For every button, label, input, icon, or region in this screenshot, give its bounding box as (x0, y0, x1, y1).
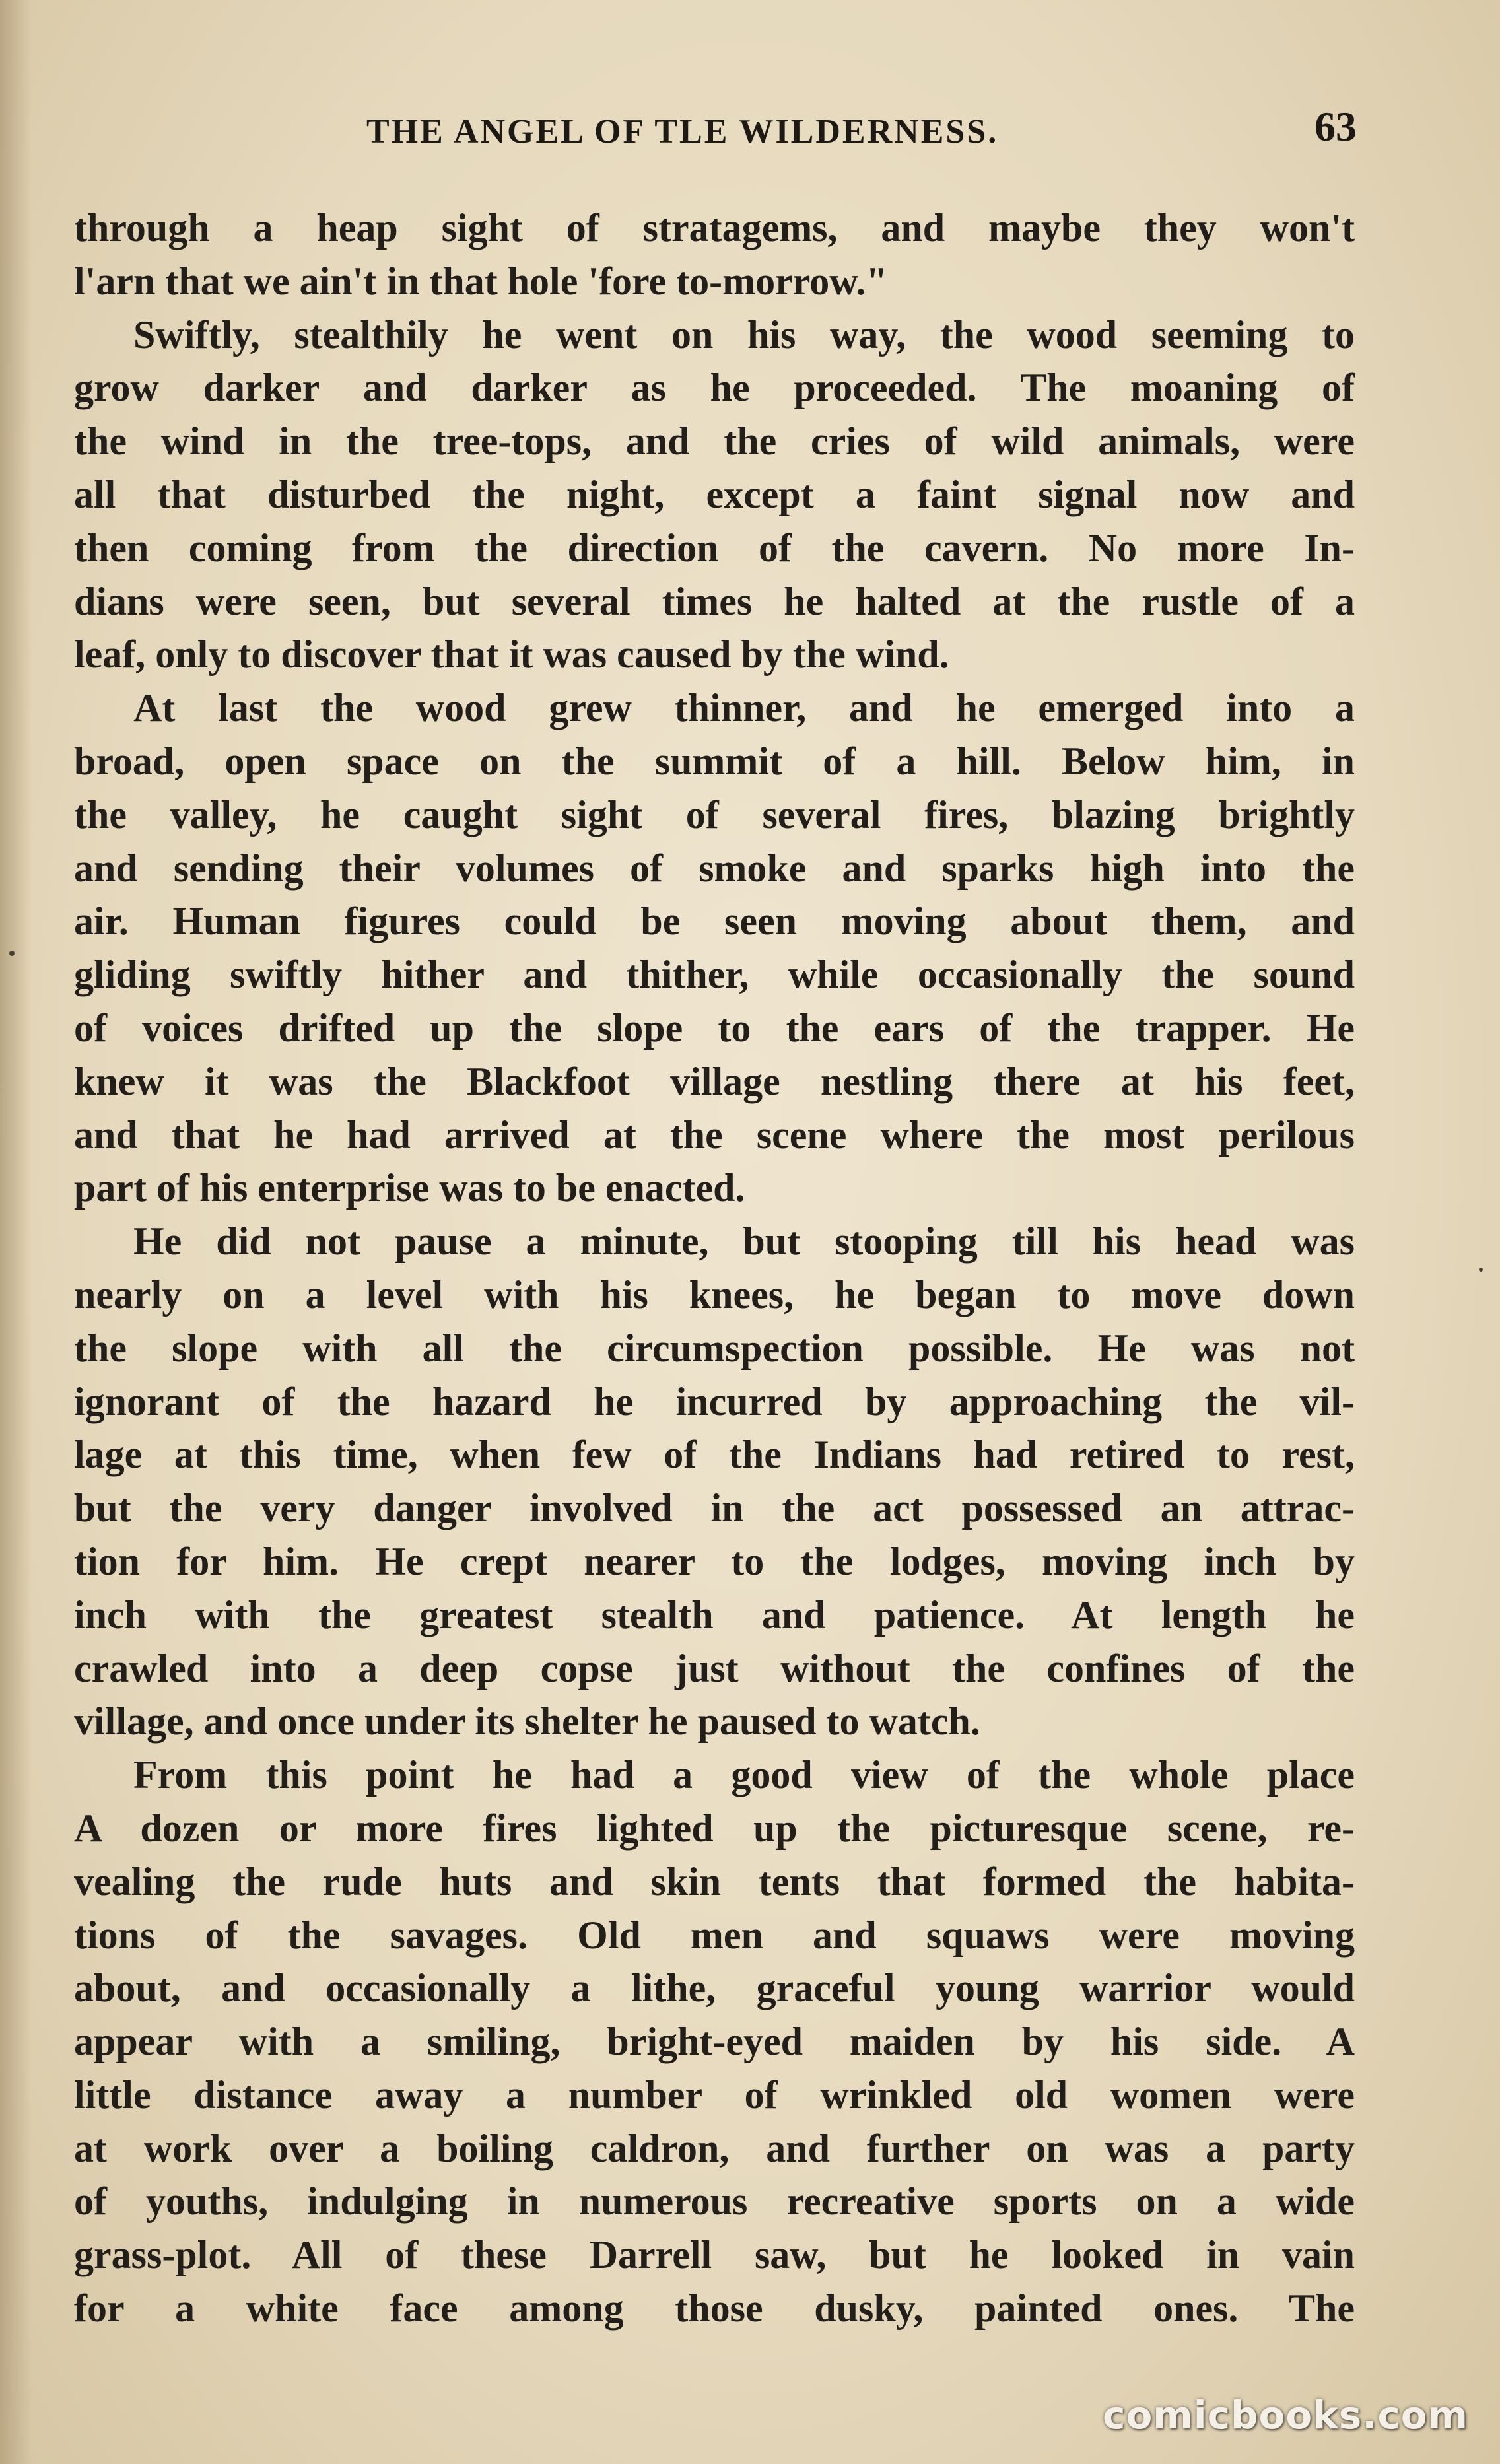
body-text (74, 201, 1355, 2335)
text-line: dians were seen, but several times he halted at the rustle of a (74, 579, 1355, 623)
text-line: all that disturbed the night, except a faint signal now and (74, 472, 1355, 516)
running-head: THE ANGEL OF TLE WILDERNESS. (366, 113, 999, 151)
text-line: ignorant of the hazard he incurred by approaching the vil- (74, 1379, 1355, 1423)
text-line: crawled into a deep copse just without the confines of the (74, 1646, 1355, 1690)
text-line: leaf, only to discover that it was caused by the wind. (74, 633, 949, 677)
watermark-logo: comicbooks.com (1103, 2393, 1468, 2438)
ink-speck (9, 951, 15, 956)
text-line: the slope with all the circumspection possible. He was not (74, 1326, 1355, 1370)
text-line: air. Human figures could be seen moving about them, and (74, 899, 1355, 943)
text-line: of voices drifted up the slope to the ears of the trapper. He (74, 1006, 1355, 1050)
text-line: through a heap sight of stratagems, and maybe they won't (74, 206, 1355, 250)
text-line: part of his enterprise was to be enacted. (74, 1166, 745, 1210)
text-line: nearly on a level with his knees, he began to move down (74, 1272, 1355, 1317)
text-line: inch with the greatest stealth and patience. At length he (74, 1592, 1355, 1637)
text-line: gliding swiftly hither and thither, while occasionally the sound (74, 953, 1355, 997)
text-line: At last the wood grew thinner, and he emerged into a (133, 686, 1355, 730)
text-line: knew it was the Blackfoot village nestling there at his feet, (74, 1059, 1355, 1103)
page-header (366, 99, 1357, 158)
text-line: l'arn that we ain't in that hole 'fore to-morrow." (74, 259, 888, 303)
text-line: A dozen or more fires lighted up the picturesque scene, re- (74, 1806, 1355, 1850)
text-line: lage at this time, when few of the Indians had retired to rest, (74, 1433, 1355, 1477)
text-line: for a white face among those dusky, painted ones. The (74, 2286, 1355, 2331)
text-line: grow darker and darker as he proceeded. The moaning of (74, 366, 1355, 410)
text-line: Swiftly, stealthily he went on his way, the wood seeming to (133, 312, 1355, 357)
text-line: of youths, indulging in numerous recreative sports on a wide (74, 2179, 1355, 2224)
page-number: 63 (1314, 103, 1357, 150)
ink-speck (1479, 1268, 1483, 1272)
text-line: but the very danger involved in the act possessed an attrac- (74, 1486, 1355, 1530)
text-line: tion for him. He crept nearer to the lodges, moving inch by (74, 1539, 1355, 1583)
text-line: then coming from the direction of the cavern. No more In- (74, 526, 1355, 570)
text-line: He did not pause a minute, but stooping till his head was (133, 1219, 1355, 1264)
text-line: broad, open space on the summit of a hill. Below him, in (74, 739, 1355, 783)
text-line: tions of the savages. Old men and squaws were moving (74, 1913, 1355, 1957)
page-gutter-shadow (0, 0, 32, 2464)
text-line: and sending their volumes of smoke and sparks high into the (74, 846, 1355, 890)
text-line: at work over a boiling caldron, and further on was a party (74, 2126, 1355, 2170)
text-line: the wind in the tree-tops, and the cries of wild animals, were (74, 419, 1355, 463)
text-line: the valley, he caught sight of several fires, blazing brightly (74, 792, 1355, 837)
text-line: about, and occasionally a lithe, graceful young warrior would (74, 1966, 1355, 2010)
text-line: and that he had arrived at the scene where the most perilous (74, 1112, 1355, 1157)
text-line: appear with a smiling, bright-eyed maiden by his side. A (74, 2020, 1355, 2064)
text-line: village, and once under its shelter he paused to watch. (74, 1699, 980, 1744)
text-line: From this point he had a good view of the whole place (133, 1753, 1355, 1797)
text-line: little distance away a number of wrinkled old women were (74, 2072, 1355, 2117)
text-line: grass-plot. All of these Darrell saw, but he looked in vain (74, 2233, 1355, 2277)
text-line: vealing the rude huts and skin tents that formed the habita- (74, 1859, 1355, 1903)
